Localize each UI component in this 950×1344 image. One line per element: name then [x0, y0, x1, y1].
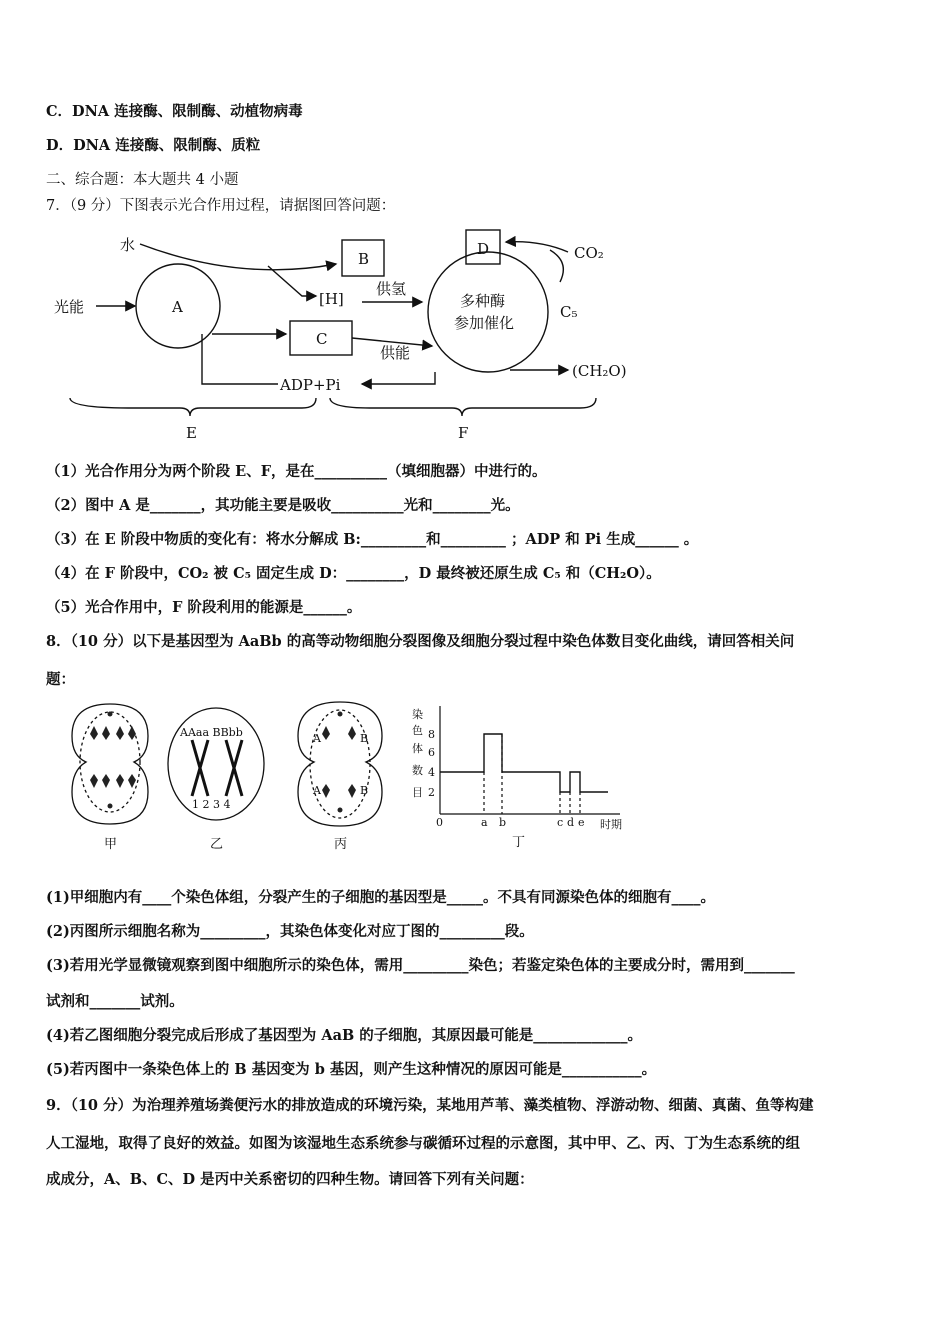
cell-division-figure — [60, 700, 650, 860]
label-h: [H] — [319, 290, 344, 308]
y-tick-6: 6 — [428, 746, 435, 759]
label-light-energy: 光能 — [54, 298, 85, 316]
q7-sub-1: （1）光合作用分为两个阶段 E、F，是在__________（填细胞器）中进行的。 — [46, 463, 547, 480]
label-e: E — [186, 424, 197, 442]
q7-sub-2: （2）图中 A 是_______，其功能主要是吸收__________光和________光。 — [46, 497, 520, 514]
label-a: A — [172, 298, 183, 316]
label-d: D — [477, 240, 490, 258]
y-title-4: 数 — [412, 764, 423, 777]
label-c5: C₅ — [560, 303, 578, 321]
label-ch2o: (CH₂O) — [572, 362, 627, 380]
y-tick-8: 8 — [428, 728, 435, 741]
option-d: D．DNA 连接酶、限制酶、质粒 — [46, 137, 261, 154]
yi-gene-labels: AAaa BBbb — [180, 726, 243, 739]
q7-sub-5: （5）光合作用中，F 阶段利用的能源是______。 — [46, 599, 362, 616]
y-tick-2: 2 — [428, 786, 435, 799]
option-c: C．DNA 连接酶、限制酶、动植物病毒 — [46, 103, 303, 120]
label-adp-pi: ADP+Pi — [280, 376, 341, 394]
q9-line-3: 成成分，A、B、C、D 是丙中关系密切的四种生物。请回答下列有关问题： — [46, 1171, 534, 1188]
bing-gene-b-bottom: B — [360, 784, 369, 797]
yi-chromosome-numbers: 1 2 3 4 — [192, 798, 231, 811]
x-tick-c: c — [557, 816, 564, 829]
q8-sub-4: (4)若乙图细胞分裂完成后形成了基因型为 AaB 的子细胞，其原因最可能是_____________。 — [46, 1027, 643, 1044]
photosynthesis-diagram — [40, 222, 660, 452]
y-title-3: 体 — [412, 742, 423, 755]
label-f: F — [458, 424, 469, 442]
bing-gene-b-top: B — [360, 732, 369, 745]
y-title-2: 色 — [412, 724, 423, 737]
q8-sub-3: (3)若用光学显微镜观察到图中细胞所示的染色体，需用_________染色；若鉴定染色体的主要成分时，需用到_______ — [46, 957, 795, 974]
bing-gene-a-bottom: A — [313, 784, 321, 797]
label-c: C — [316, 330, 328, 348]
label-bing: 丙 — [334, 837, 348, 852]
label-energy-supply: 供能 — [380, 344, 411, 362]
x-tick-e: e — [578, 816, 585, 829]
y-tick-0: 0 — [436, 816, 443, 829]
label-ding: 丁 — [512, 835, 526, 850]
label-jia: 甲 — [104, 837, 118, 852]
q7-stem: 7．（9 分）下图表示光合作用过程，请据图回答问题： — [46, 198, 396, 214]
label-yi: 乙 — [210, 837, 224, 852]
y-title-1: 染 — [412, 708, 423, 721]
y-title-5: 目 — [412, 786, 423, 799]
q8-sub-3b: 试剂和_______试剂。 — [46, 993, 184, 1010]
q8-sub-5: (5)若丙图中一条染色体上的 B 基因变为 b 基因，则产生这种情况的原因可能是___________。 — [46, 1061, 657, 1078]
q9-line-1: 9．（10 分）为治理养殖场粪便污水的排放造成的环境污染，某地用芦苇、藻类植物、浮游动物、细菌、真菌、鱼等构建 — [46, 1097, 814, 1114]
q7-sub-4: （4）在 F 阶段中，CO₂ 被 C₅ 固定生成 D：________，D 最终被还原生成 C₅ 和（CH₂O）。 — [46, 565, 661, 582]
q8-sub-1: (1)甲细胞内有____个染色体组，分裂产生的子细胞的基因型是_____。不具有同源染色体的细胞有____。 — [46, 889, 716, 906]
q8-sub-2: (2)丙图所示细胞名称为_________，其染色体变化对应丁图的_________段。 — [46, 923, 534, 940]
bing-gene-a-top: A — [313, 732, 321, 745]
label-co2: CO₂ — [574, 244, 604, 262]
q7-sub-3: （3）在 E 阶段中物质的变化有：将水分解成 B:_________和_________ ；ADP 和 Pi 生成______ 。 — [46, 531, 699, 548]
label-b: B — [358, 250, 370, 268]
x-tick-b: b — [499, 816, 507, 829]
label-water: 水 — [120, 236, 136, 254]
label-enzyme-1: 多种酶 — [460, 292, 506, 310]
x-axis-label: 时期 — [600, 818, 622, 831]
x-tick-d: d — [567, 816, 575, 829]
section-heading: 二、综合题：本大题共 4 小题 — [46, 172, 239, 188]
enzyme-cycle-circle — [428, 252, 548, 372]
q8-stem-1: 8．（10 分）以下是基因型为 AaBb 的高等动物细胞分裂图像及细胞分裂过程中染色体数目变化曲线，请回答相关问 — [46, 633, 795, 650]
q8-stem-2: 题： — [46, 671, 75, 688]
label-h-supply: 供氢 — [376, 280, 407, 298]
label-enzyme-2: 参加催化 — [454, 314, 515, 332]
y-tick-4: 4 — [428, 766, 435, 779]
q9-line-2: 人工湿地，取得了良好的效益。如图为该湿地生态系统参与碳循环过程的示意图，其中甲、乙、丙、丁为生态系统的组 — [46, 1135, 800, 1152]
x-tick-a: a — [481, 816, 488, 829]
